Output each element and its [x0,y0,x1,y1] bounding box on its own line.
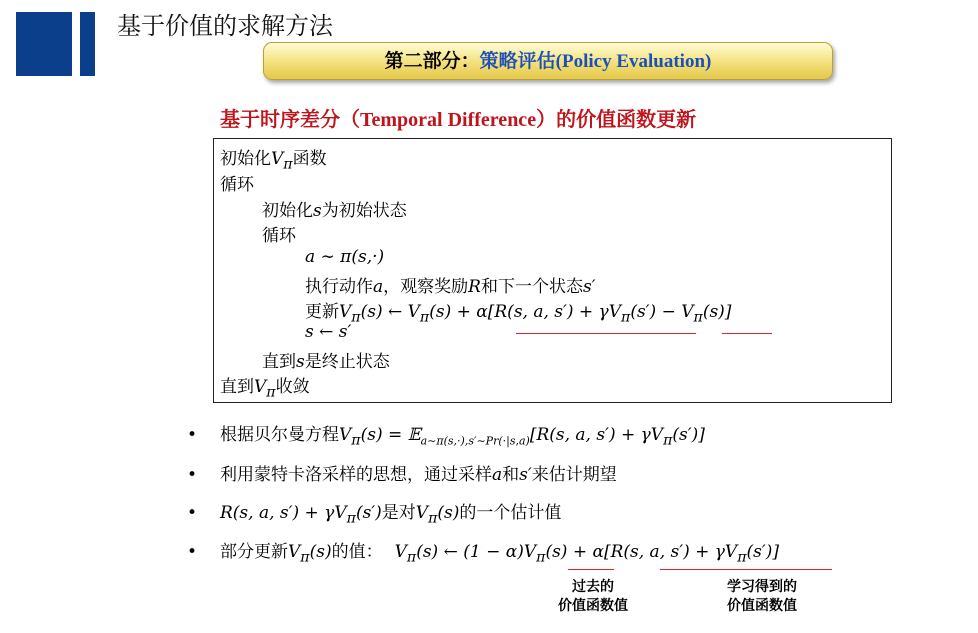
algo-text: 直到 [220,377,254,397]
bullet-math-sub: π [346,510,356,527]
bullet-dot: • [187,542,198,562]
old-value-underline [568,569,614,570]
algo-text: 是终止状态 [304,352,390,372]
algo-line-4 [262,221,296,246]
note-old-value [548,578,638,616]
section-banner [263,42,833,80]
bullet-item-3 [187,498,561,526]
algo-math: V [339,302,352,322]
bullet-math: s′ [519,465,532,485]
bullet-math: V [415,503,429,523]
bullet-math: (s′)] [746,542,779,562]
algo-math-sub: π [621,309,631,326]
logo-block-small [80,12,95,76]
note-learned-value-line1: 学习得到的 [727,579,797,595]
algo-text: 初始化 [220,149,271,169]
bullet-math: [R(s, a, s′) + γV [529,425,664,445]
subtitle-zh-before: 基于时序差分（ [220,107,360,131]
bullet-item-1 [187,420,705,448]
algo-math: (s)] [702,302,732,322]
bullet-math: (s) = 𝔼 [360,425,421,445]
note-learned-value [712,578,812,616]
current-value-underline [722,333,772,334]
bullet-math: (s) [437,503,460,523]
subtitle [220,103,696,132]
subtitle-zh-after: ）的价值函数更新 [536,107,697,131]
bullet-math: V [288,542,301,562]
algo-math: s′ [582,277,596,297]
algo-text: 更新 [305,302,339,322]
bullet-dot: • [187,503,198,523]
bullet-math: (s) ← (1 − α)V [416,542,537,562]
algo-math-sub: π [266,384,276,401]
algo-math: (s) + α[R(s, a, s′) + γV [429,302,621,322]
bullet-math: a [492,465,503,485]
bullet-text: 根据贝尔曼方程 [220,425,339,445]
algo-text: 和下一个状态 [480,277,583,297]
bullet-math-sub: π [663,432,673,449]
algo-math: V [254,377,267,397]
bullet-math-sub: π [428,510,438,527]
algo-line-6 [305,272,596,297]
algo-line-9 [262,347,390,372]
bullet-item-2 [187,460,617,485]
bullet-item-4 [187,537,779,565]
note-learned-value-line2: 价值函数值 [727,598,797,614]
bullet-math: R(s, a, s′) + γV [220,503,347,523]
algo-math-sub: π [283,156,293,173]
algo-line-10 [220,372,310,400]
bullet-math: (s) [309,542,332,562]
algo-math-sub: π [419,309,430,326]
bullet-math-sub: a∼π(s,·),s′∼Pr(·|s,a) [420,434,530,448]
algo-math: s [313,201,322,221]
banner-accent: 策略评估(Policy Evaluation) [479,51,712,72]
td-target-underline [516,333,696,334]
algo-line-5 [305,247,384,267]
algo-math: s [296,352,305,372]
logo-block-large [16,12,72,76]
algo-line-8 [305,322,351,342]
bullet-text: 来估计期望 [531,465,617,485]
algo-text: 直到 [262,352,296,372]
bullet-math: (s′)] [672,425,705,445]
algo-math: s ← s′ [305,322,352,342]
algo-line-7 [305,297,731,325]
bullet-math-sub: π [300,549,310,566]
bullet-math-sub: π [406,549,417,566]
bullet-math: (s) + α[R(s, a, s′) + γV [545,542,738,562]
bullet-math-sub: π [536,549,546,566]
algo-math: R [468,277,481,297]
page-title: 基于价值的求解方法 [117,12,333,40]
bullet-dot: • [187,425,198,445]
algo-text: 初始化 [262,201,313,221]
bullet-text: 和 [502,465,520,485]
algo-math: V [271,149,284,169]
learned-value-underline [660,569,832,570]
algo-line-2 [220,170,254,195]
algo-text: 收敛 [275,377,310,397]
algo-line-3 [262,196,407,221]
algo-math: (s) ← V [360,302,420,322]
algo-text: 执行动作 [305,277,373,297]
algo-math: a ∼ π(s,·) [305,247,385,267]
algo-math-sub: π [351,309,361,326]
bullet-math: (s′) [355,503,382,523]
bullet-text: 的一个估计值 [459,503,562,523]
bullet-text: 是对 [381,503,416,523]
banner-prefix: 第二部分： [384,50,480,72]
algo-text: 为初始状态 [321,201,407,221]
algo-text: 函数 [292,149,327,169]
bullet-math: V [394,542,407,562]
algo-math-sub: π [693,309,703,326]
algo-math: (s′) − V [630,302,694,322]
bullet-text: 利用蒙特卡洛采样的思想，通过采样 [220,465,492,485]
algo-line-1 [220,144,327,172]
algo-math: a [373,277,384,297]
bullet-dot: • [187,465,198,485]
bullet-text: 部分更新 [220,542,288,562]
note-old-value-line1: 过去的 [572,579,614,595]
algo-text: ，观察奖励 [383,277,469,297]
bullet-text: 的值： [331,542,383,562]
note-old-value-line2: 价值函数值 [558,598,628,614]
bullet-math-sub: π [351,432,361,449]
bullet-math: V [339,425,352,445]
subtitle-en: Temporal Difference [360,109,537,131]
algo-text: 循环 [262,226,296,246]
bullet-math-sub: π [737,549,747,566]
algo-text: 循环 [220,175,254,195]
